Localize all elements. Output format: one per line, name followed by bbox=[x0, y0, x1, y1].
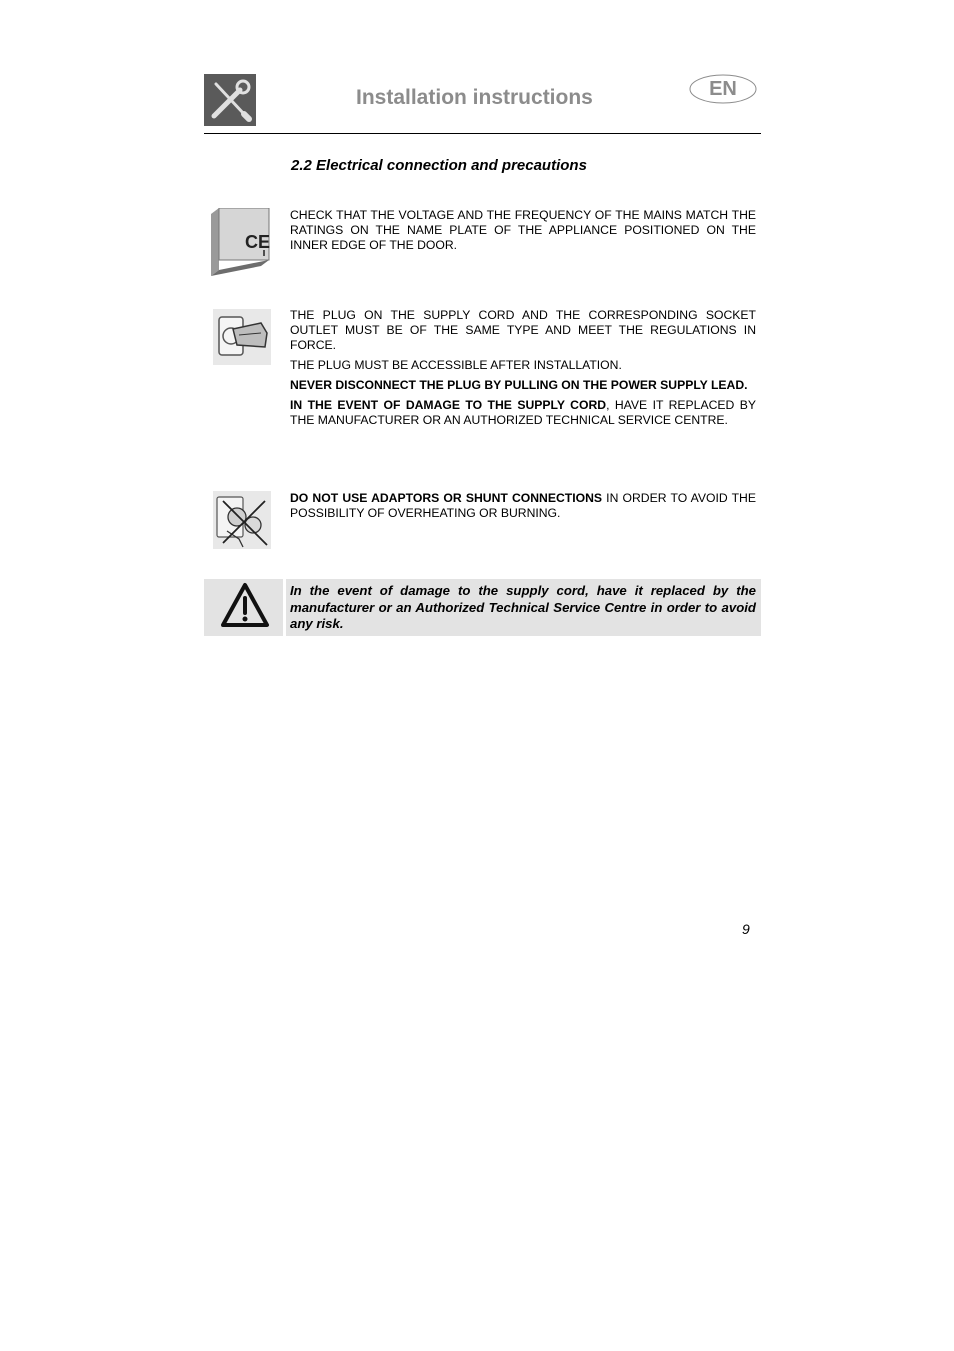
tools-logo bbox=[204, 74, 256, 126]
plug-type-text: THE PLUG ON THE SUPPLY CORD AND THE CORRESPONDING SOCKET OUTLET MUST BE OF THE SAME TYPE AND MEET THE REGULATIONS IN FORCE. bbox=[290, 308, 756, 352]
adaptors-rest: IN ORDER TO AVOID THE POSSIBILITY OF OVERHEATING OR BURNING. bbox=[290, 491, 756, 520]
cord-damage-text bbox=[290, 398, 756, 428]
plug-accessible-text: THE PLUG MUST BE ACCESSIBLE AFTER INSTALLATION. bbox=[290, 358, 622, 372]
page-title: Installation instructions bbox=[356, 86, 593, 109]
adaptors-bold: DO NOT USE ADAPTORS OR SHUNT CONNECTIONS bbox=[290, 491, 603, 505]
svg-text:CE: CE bbox=[245, 232, 271, 252]
language-badge bbox=[689, 74, 757, 104]
warning-box-separator bbox=[283, 579, 286, 636]
language-code: EN bbox=[709, 78, 737, 100]
plug-pull-warning: NEVER DISCONNECT THE PLUG BY PULLING ON THE POWER SUPPLY LEAD. bbox=[290, 378, 748, 392]
header-divider bbox=[204, 133, 761, 134]
plug-instructions bbox=[290, 308, 756, 433]
adaptors-warning-text bbox=[290, 491, 756, 521]
no-adaptors-icon bbox=[213, 491, 271, 549]
section-title: 2.2 Electrical connection and precautions bbox=[291, 157, 587, 174]
rating-plate-ce-icon bbox=[211, 208, 271, 276]
warning-triangle-icon bbox=[220, 582, 270, 628]
warning-text: In the event of damage to the supply cord, have it replaced by the manufacturer or an Authorized Technical Service Centre in order to avoid any risk. bbox=[290, 583, 756, 631]
plug-socket-icon bbox=[213, 309, 271, 365]
voltage-check-text: CHECK THAT THE VOLTAGE AND THE FREQUENCY OF THE MAINS MATCH THE RATINGS ON THE NAME PLATE OF THE APPLIANCE POSITIONED ON THE INNER EDGE OF THE DOOR. bbox=[290, 208, 756, 252]
cord-damage-bold: IN THE EVENT OF DAMAGE TO THE SUPPLY CORD bbox=[290, 398, 607, 412]
wrench-screwdriver-icon bbox=[204, 74, 256, 126]
cord-damage-rest: , HAVE IT REPLACED BY THE MANUFACTURER OR AN AUTHORIZED TECHNICAL SERVICE CENTRE. bbox=[290, 398, 756, 427]
page-number: 9 bbox=[742, 921, 750, 937]
